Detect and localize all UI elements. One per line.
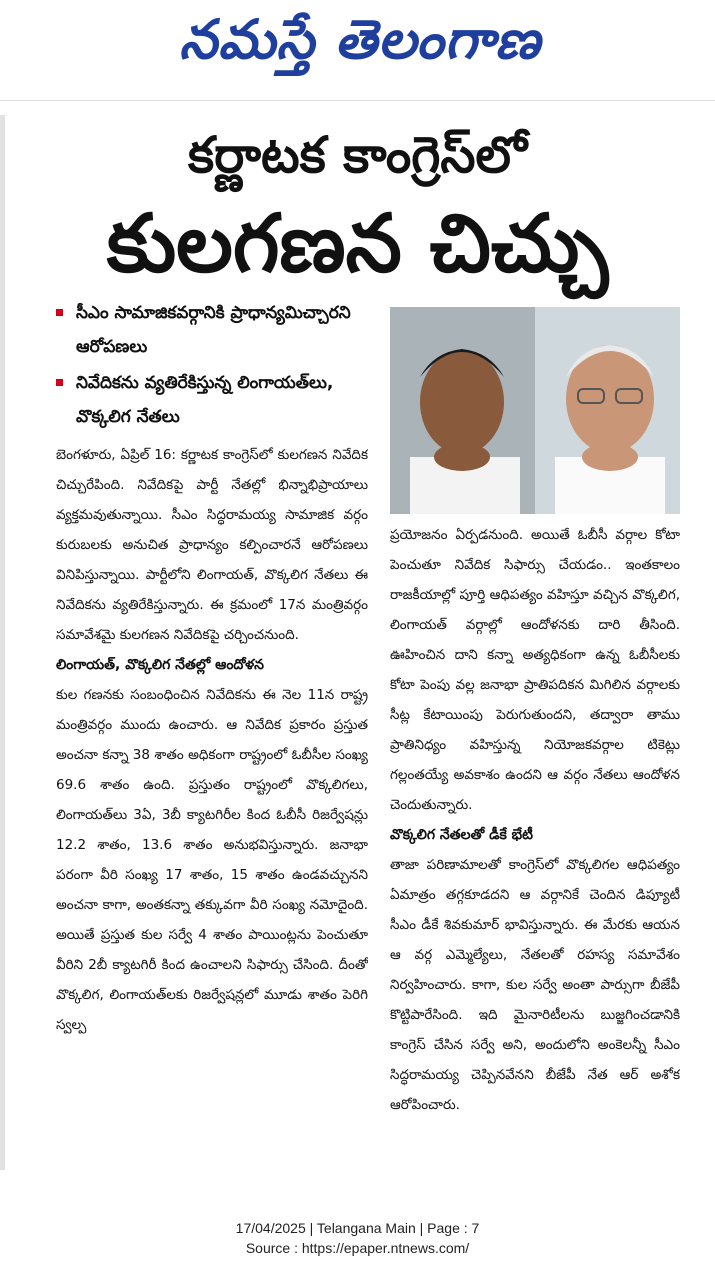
article-headline: కులగణన చిచ్చు <box>106 197 609 290</box>
bullet-square-icon <box>56 309 63 316</box>
leaders-photo-illustration <box>390 307 680 514</box>
article-column-2 <box>390 520 680 1180</box>
article-subheading: వొక్కలిగ నేతలతో డీకే భేటీ <box>390 827 533 843</box>
article-paragraph: బెంగళూరు, ఏప్రిల్ 16: కర్ణాటక కాంగ్రెస్‌లో కులగణన నివేదిక చిచ్చురేపింది. నివేదికపై పార్టీ నేతల్లో భిన్నాభిప్రాయాలు వ్యక్తమవుతున్నాయి. సీఎం సిద్ధరామయ్య సామాజిక వర్గం కురుబలకు అనుచిత ప్రాధాన్యం కల్పించారనే ఆరోపణలు వినిపిస్తున్నాయి. పార్టీలోని లింగాయత్, వొక్కలిగ నేతలు ఈ నివేదికను వ్యతిరేకిస్తున్నారు. ఈ క్రమంలో 17న మంత్రివర్గం సమావేశమై కులగణన నివేదికపై చర్చించనుంది. <box>56 447 368 643</box>
article-kicker: కర్ణాటక కాంగ్రెస్‌లో <box>188 126 527 184</box>
newspaper-logo: నమస్తే తెలంగాణ <box>179 7 541 71</box>
article-paragraph: ప్రయోజనం ఏర్పడనుంది. అయితే ఓబీసీ వర్గాల కోటా పెంచుతూ నివేదిక సిఫార్సు చేయడం.. ఇంతకాలం రాజకీయాల్లో పూర్తి ఆధిపత్యం వహిస్తూ వచ్చిన వొక్కలిగ, లింగాయత్ వర్గాల్లో ఆందోళనకు దారి తీసింది. ఊహించిన దాని కన్నా అత్యధికంగా ఉన్న ఓబీసీలకు కోటా పెంపు వల్ల జనాభా ప్రాతిపదికన మిగిలిన వర్గాలకు సీట్ల కేటాయింపు పెరుగుతుందని, తద్వారా తాము ప్రాతినిధ్యం వహిస్తున్న నియోజకవర్గాల టికెట్లు గల్లంతయ్యే అవకాశం ఉందని ఆ వర్గం నేతలు ఆందోళన చెందుతున్నారు. <box>390 527 680 813</box>
bullet-text: నివేదికను వ్యతిరేకిస్తున్న లింగాయత్‌లు, వొక్కలిగ నేతలు <box>76 373 334 427</box>
article-paragraph: కుల గణనకు సంబంధించిన నివేదికను ఈ నెల 11న రాష్ట్ర మంత్రివర్గం ముందు ఉంచారు. ఆ నివేదిక ప్రకారం ప్రస్తుత అంచనా కన్నా 38 శాతం అధికంగా రాష్ట్రంలో ఓబీసీల సంఖ్య 69.6 శాతం ఉంది. ప్రస్తుతం రాష్ట్రంలో వొక్కలిగలు, లింగాయత్‌లు 3ఏ, 3బీ క్యాటగిరీల కింద ఓబీసీ రిజర్వేషన్లు 12.2 శాతం, 13.6 శాతం అనుభవిస్తున్నారు. జనాభా పరంగా వీరి సంఖ్య 17 శాతం, 15 శాతం ఉండవచ్చునని అంచనా కాగా, అంతకన్నా తక్కువగా వీరి సంఖ్య నమోదైంది. అయితే ప్రస్తుత కుల సర్వే 4 శాతం పాయింట్లను పెంచుతూ వీరిని 2బీ క్యాటగిరీ కింద ఉంచాలని సిఫార్సు చేసింది. దీంతో వొక్కలిగ, లింగాయత్‌లకు రిజర్వేషన్లలో మూడు శాతం పెరిగి స్వల్ప <box>56 687 368 1033</box>
bullet-text: సీఎం సామాజికవర్గానికి ప్రాధాన్యమిచ్చారని ఆరోపణలు <box>76 303 351 357</box>
article-photo <box>390 307 680 514</box>
article-subheading: లింగాయత్, వొక్కలిగ నేతల్లో ఆందోళన <box>56 657 264 673</box>
masthead-divider <box>0 100 715 101</box>
masthead <box>0 0 715 100</box>
article-paragraph: తాజా పరిణామాలతో కాంగ్రెస్‌లో వొక్కలిగల ఆధిపత్యం ఏమాత్రం తగ్గకూడదని ఆ వర్గానికే చెందిన డిప్యూటీ సీఎం డీకే శివకుమార్ భావిస్తున్నారు. ఈ మేరకు ఆయన ఆ వర్గ ఎమ్మెల్యేలు, నేతలతో రహస్య సమావేశం నిర్వహించారు. కాగా, కుల సర్వే అంతా పార్సుగా బీజేపీ కొట్టిపారేసింది. ఇది మైనారిటీలను బుజ్జగించడానికి కాంగ్రెస్ చేసిన సర్వే అని, అందులోని అంకెలన్నీ సీఎం సిద్ధరామయ్య చెప్పినవేనని బీజేపీ నేత ఆర్ అశోక ఆరోపించారు. <box>390 857 680 1113</box>
bullet-square-icon <box>56 379 63 386</box>
highlight-bullet <box>56 296 381 364</box>
source-link[interactable]: Source : https://epaper.ntnews.com/ <box>245 1240 470 1256</box>
edition-info: 17/04/2025 | Telangana Main | Page : 7 <box>235 1220 480 1236</box>
highlight-bullet <box>56 366 381 434</box>
article-column-1 <box>56 440 368 1180</box>
highlight-bullets <box>56 296 381 436</box>
page-footer <box>0 1218 715 1258</box>
